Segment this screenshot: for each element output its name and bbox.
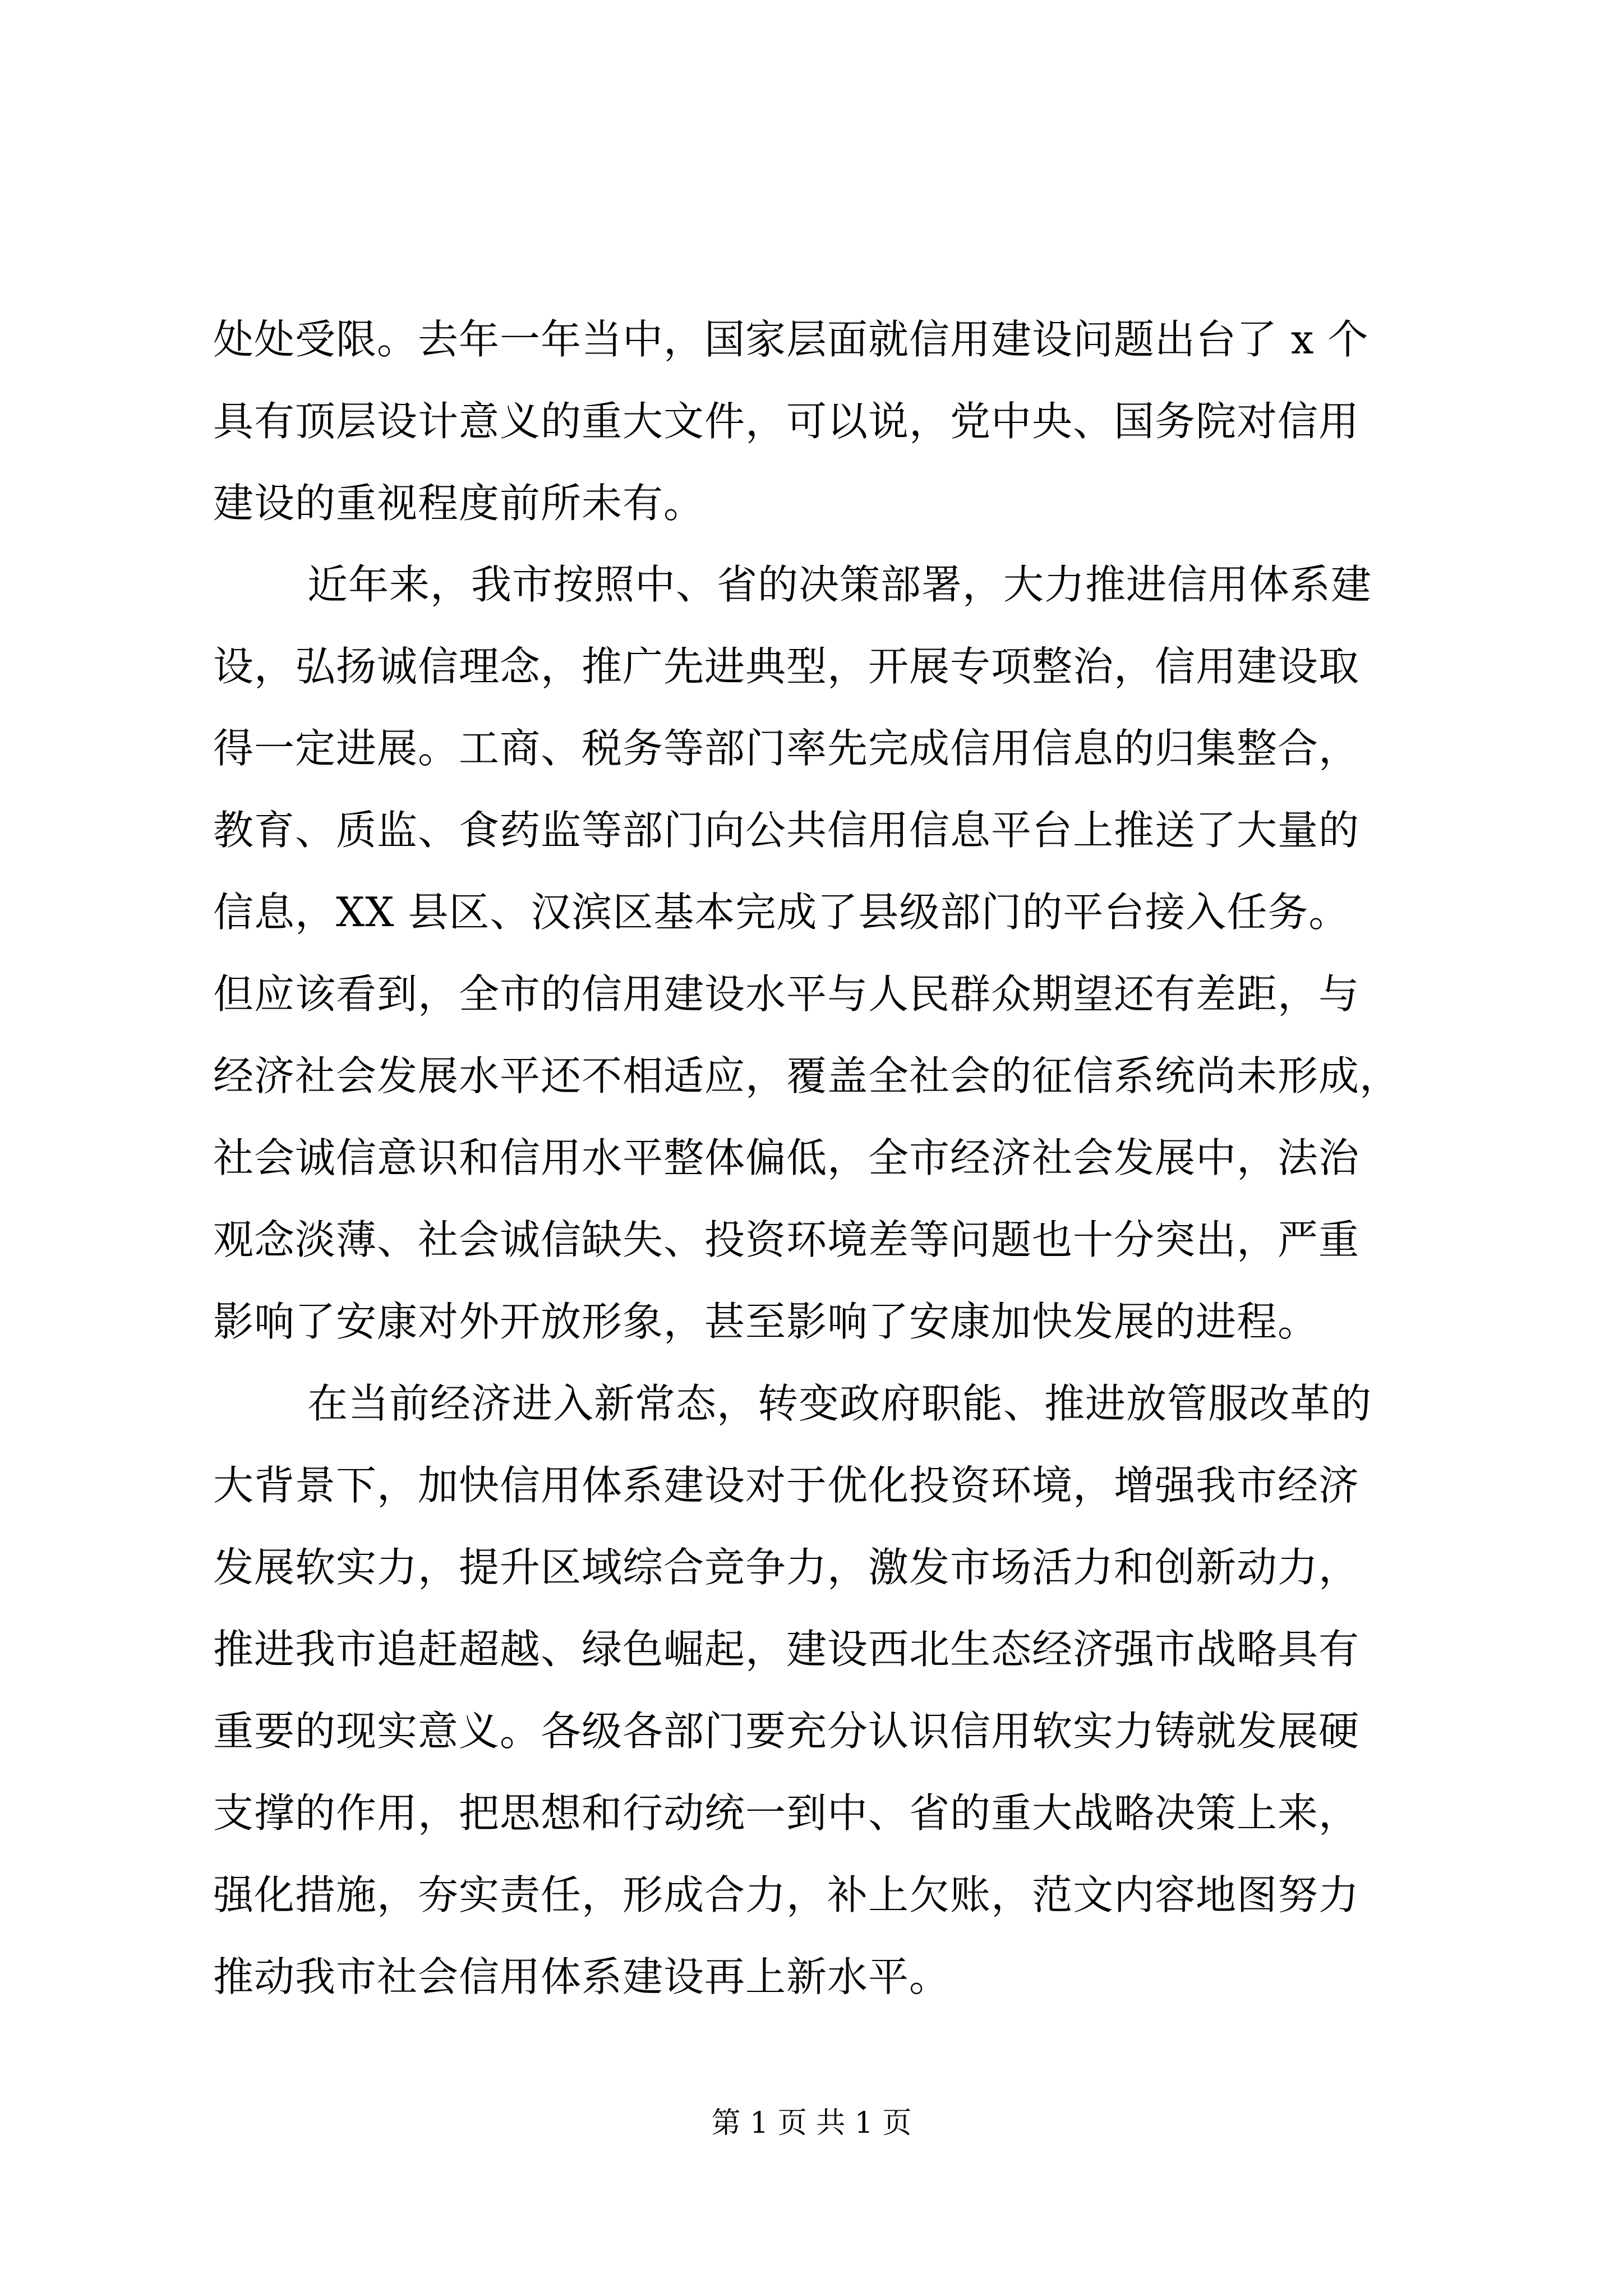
text-line: 观念淡薄、社会诚信缺失、投资环境差等问题也十分突出，严重 [213,1216,1360,1263]
text-line: 支撑的作用，把思想和行动统一到中、省的重大战略决策上来， [213,1789,1360,1837]
text-line: 建设的重视程度前所未有。 [213,480,705,527]
text-line: 强化措施，夯实责任，形成合力，补上欠账，范文内容地图努力 [213,1871,1360,1918]
text-line: 社会诚信意识和信用水平整体偏低，全市经济社会发展中，法治 [213,1134,1360,1181]
text-line: 大背景下，加快信用体系建设对于优化投资环境，增强我市经济 [213,1462,1360,1509]
text-line: 推进我市追赶超越、绿色崛起，建设西北生态经济强市战略具有 [213,1626,1360,1673]
text-line: 设，弘扬诚信理念，推广先进典型，开展专项整治，信用建设取 [213,643,1360,690]
text-line: 处处受限。去年一年当中，国家层面就信用建设问题出台了 x 个 [213,316,1369,363]
text-line: 近年来，我市按照中、省的决策部署，大力推进信用体系建 [307,561,1372,608]
text-line: 推动我市社会信用体系建设再上新水平。 [213,1953,951,2000]
text-line: 经济社会发展水平还不相适应，覆盖全社会的征信系统尚未形成， [213,1052,1401,1099]
page-footer: 第 1 页 共 1 页 [711,2106,912,2140]
text-line: 在当前经济进入新常态，转变政府职能、推进放管服改革的 [307,1380,1372,1427]
text-line: 影响了安康对外开放形象，甚至影响了安康加快发展的进程。 [213,1298,1319,1345]
text-line: 重要的现实意义。各级各部门要充分认识信用软实力铸就发展硬 [213,1708,1360,1755]
text-line: 发展软实力，提升区域综合竞争力，激发市场活力和创新动力， [213,1544,1360,1591]
text-line: 具有顶层设计意义的重大文件，可以说，党中央、国务院对信用 [213,398,1360,445]
text-line: 信息，XX 县区、汉滨区基本完成了县级部门的平台接入任务。 [213,889,1350,936]
text-line: 得一定进展。工商、税务等部门率先完成信用信息的归集整合， [213,725,1360,772]
text-line: 教育、质监、食药监等部门向公共信用信息平台上推送了大量的 [213,807,1360,854]
text-line: 但应该看到，全市的信用建设水平与人民群众期望还有差距，与 [213,970,1360,1018]
